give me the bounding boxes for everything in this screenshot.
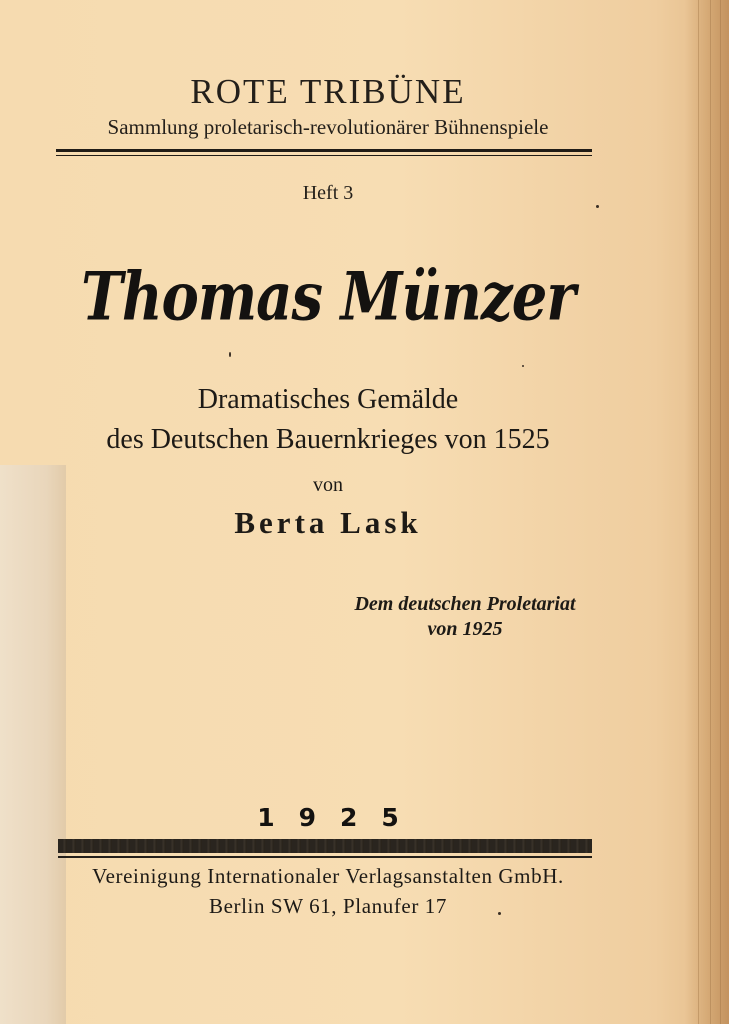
- page-edge-shadow: [685, 0, 729, 1024]
- author-name: Berta Lask: [234, 505, 422, 540]
- dedication: [300, 592, 630, 642]
- thin-rule: [58, 856, 592, 858]
- dedication-line2: von 1925: [427, 618, 503, 640]
- work-subtitle-line1: Dramatisches Gemälde: [197, 384, 459, 415]
- publisher-name: Vereinigung Internationaler Verlagsanstalten GmbH.: [92, 864, 564, 888]
- series-subtitle: Sammlung proletarisch-revolutionärer Bühnenspiele: [107, 115, 549, 139]
- paper-speck: [229, 352, 231, 357]
- dedication-line1: Dem deutschen Proletariat: [354, 593, 576, 615]
- work-subtitle-line2: des Deutschen Bauernkrieges von 1525: [106, 424, 550, 455]
- paper-speck: [498, 912, 501, 915]
- paper-speck: [596, 205, 599, 208]
- page-edge-line: [710, 0, 711, 1024]
- by-label: von: [313, 474, 343, 496]
- publisher-address: Berlin SW 61, Planufer 17: [208, 894, 447, 918]
- issue-number: Heft 3: [302, 182, 354, 204]
- double-rule-top: [56, 149, 592, 152]
- publication-year: 1925: [257, 803, 423, 832]
- paper-speck: [522, 365, 524, 367]
- page-edge-line: [698, 0, 699, 1024]
- series-title: ROTE TRIBÜNE: [190, 72, 466, 111]
- page-edge-line: [720, 0, 721, 1024]
- double-rule-bottom: [56, 155, 592, 156]
- work-title: Thomas Münzer: [81, 258, 575, 336]
- thick-rule: [58, 839, 592, 853]
- paper-strip: [0, 465, 66, 1024]
